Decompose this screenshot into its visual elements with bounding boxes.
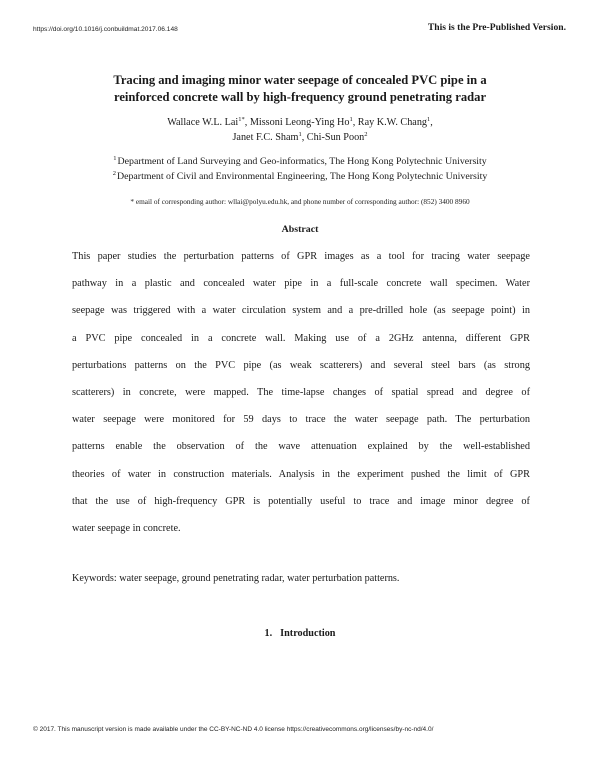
abstract-line: theories of water in construction materials. Analysis in the experiment pushed the limit of GPR: [72, 468, 530, 480]
author-name: Wallace W.L. Lai: [167, 117, 239, 128]
affiliation-marker: 1: [113, 155, 117, 162]
abstract-line: scatterers) in concrete, were mapped. The time-lapse changes of spatial spread and degree of: [72, 386, 530, 398]
author-name: Chi-Sun Poon: [306, 131, 365, 143]
corresponding-author-note: * email of corresponding author: wllai@polyu.edu.hk, and phone number of corresponding author: (852) 3400 8960: [130, 197, 470, 206]
author-name: Janet F.C. Sham: [232, 131, 299, 143]
author-affiliation-marker: 1: [427, 116, 431, 123]
affiliation-list: [40, 155, 560, 184]
author-affiliation-marker: 1: [298, 130, 302, 138]
author-affiliation-marker: 1*: [238, 116, 245, 123]
author-affiliation-marker: 1: [349, 116, 353, 123]
abstract-line: pathway in a plastic and concealed water pipe in a full-scale concrete wall specimen. Water: [72, 278, 530, 290]
section-heading-introduction: [40, 628, 560, 639]
section-number: 1.: [264, 628, 273, 639]
license-footer: © 2017. This manuscript version is made available under the CC-BY-NC-ND 4.0 license https://creativecommons.org/licenses/by-nc-nd/4.0/: [33, 726, 434, 733]
abstract-line: patterns enable the observation of the wave attenuation explained by the well-established: [72, 441, 530, 453]
abstract-body: [72, 243, 530, 542]
affiliation-item: [40, 155, 560, 170]
author-affiliation-marker: 2: [364, 130, 368, 138]
author-list: [40, 116, 560, 145]
affiliation-text: Department of Civil and Environmental Engineering, The Hong Kong Polytechnic University: [116, 170, 488, 182]
author-line-2: Janet F.C. Sham$^1$, Chi-Sun Poon$^2$: [232, 130, 368, 143]
paper-title-line-2: reinforced concrete wall by high-frequency ground penetrating radar: [113, 90, 487, 104]
prepublished-notice: This is the Pre-Published Version.: [427, 22, 566, 33]
paper-title-line-1: Tracing and imaging minor water seepage of concealed PVC pipe in a: [113, 73, 487, 87]
abstract-line: water seepage were monitored for 59 days to trace the water seepage path. The perturbation: [72, 414, 530, 426]
section-title: Introduction: [280, 628, 336, 639]
author-name: Ray K.W. Chang: [357, 117, 428, 128]
abstract-line: a PVC pipe concealed in a concrete wall. Making use of a 2GHz antenna, different GPR: [72, 332, 530, 344]
abstract-heading: Abstract: [281, 224, 319, 235]
abstract-line: seepage was triggered with a water circulation system and a pre-drilled hole (as seepage point) in: [72, 305, 530, 317]
abstract-line: water seepage in concrete.: [72, 522, 181, 534]
keywords: Keywords: water seepage, ground penetrating radar, water perturbation patterns.: [72, 573, 400, 584]
affiliation-text: Department of Land Surveying and Geo-informatics, The Hong Kong Polytechnic University: [117, 156, 487, 167]
affiliation-item: [40, 170, 560, 185]
affiliation-marker: 2: [112, 169, 116, 177]
abstract-line: This paper studies the perturbation patterns of GPR images as a tool for tracing water seepage: [72, 251, 530, 262]
author-line-1: Wallace W.L. Lai$^{1*}$, Missoni Leong-Ying Ho$^1$, Ray K.W. Chang$^1$,: [167, 116, 433, 128]
abstract-line: perturbations patterns on the PVC pipe (as weak scatterers) and several steel bars (as strong: [72, 359, 530, 371]
abstract-line: that the use of high-frequency GPR is potentially useful to trace and image minor degree of: [72, 495, 530, 507]
paper-title: [40, 72, 560, 106]
author-name: Missoni Leong-Ying Ho: [249, 117, 350, 128]
doi-link[interactable]: https://doi.org/10.1016/j.conbuildmat.2017.06.148: [33, 26, 178, 33]
